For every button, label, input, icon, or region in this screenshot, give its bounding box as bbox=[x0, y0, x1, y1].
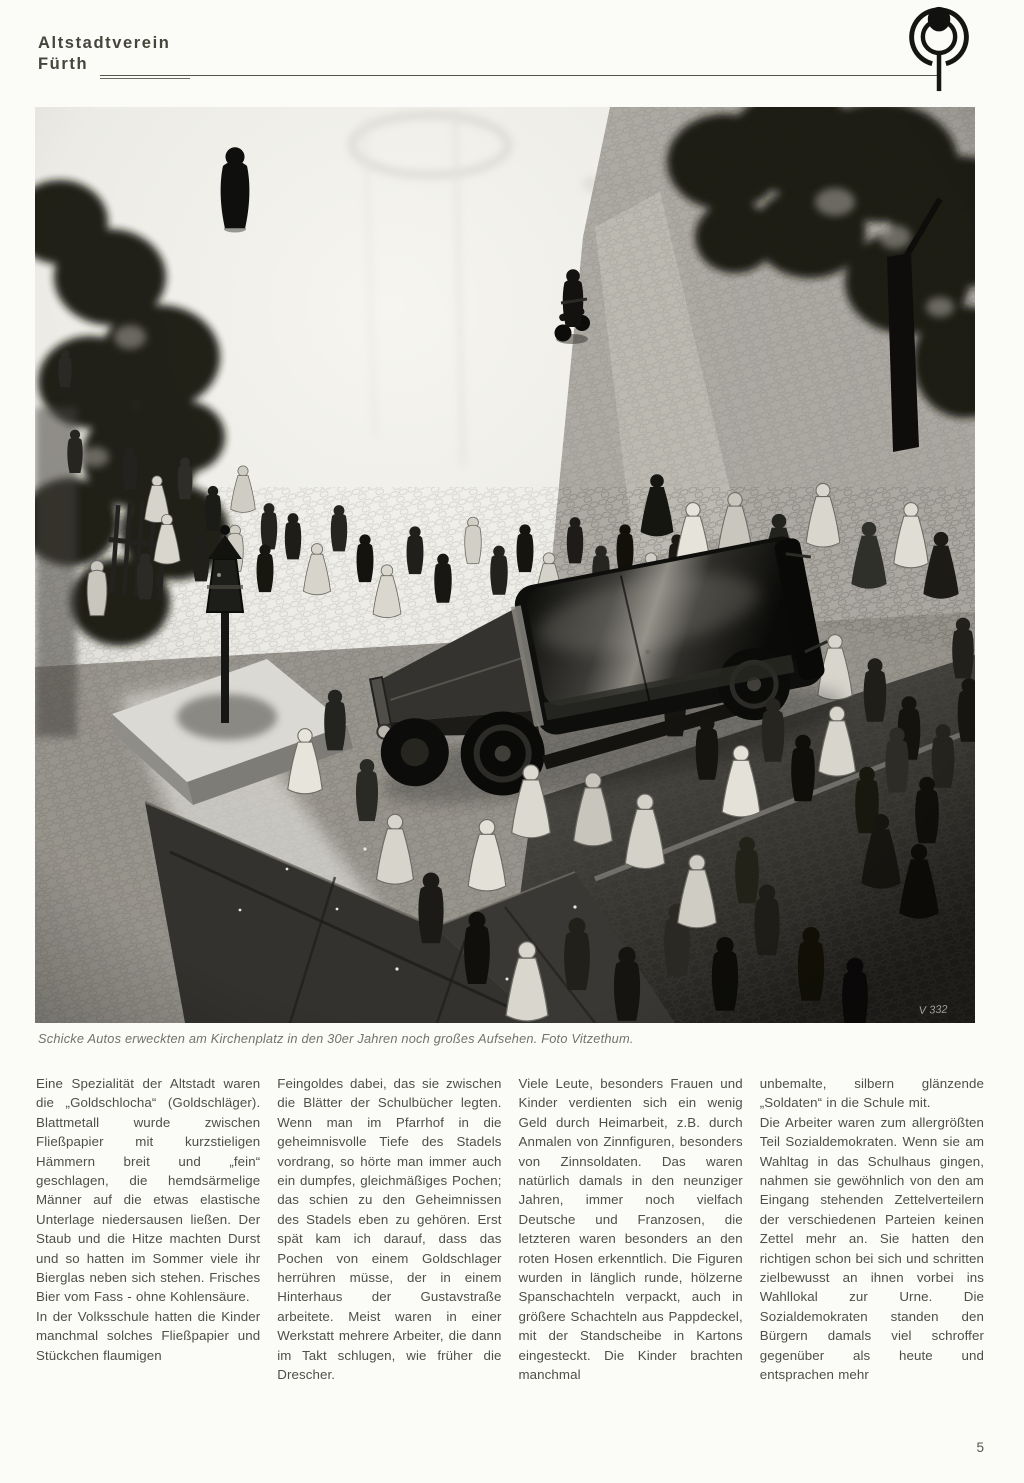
vignette bbox=[35, 107, 975, 1023]
paragraph: Die Arbeiter waren zum allergrößten Teil Sozialdemokraten. Wenn sie am Wahltag in das Schulhaus gingen, nahmen sie gewöhnlich von den am Eingang stehenden Zettelverteilern der verschiedenen Parteien keinen Zettel mehr an. Sie hatten den richtigen schon bei sich und schritten zielbewusst an ihnen vorbei ins Wahllokal zur Urne. Die Sozialdemokraten standen den Bürgern damals viel schroffer gegenüber als heute und entsprachen mehr bbox=[759, 1114, 984, 1383]
masthead-rule bbox=[100, 75, 938, 76]
photo-caption: Schicke Autos erweckten am Kirchenplatz in den 30er Jahren noch großes Aufsehen. Foto Vitzethum. bbox=[38, 1031, 634, 1046]
article-column-2 bbox=[277, 1074, 501, 1385]
kirchenplatz-photo bbox=[35, 107, 975, 1023]
article-column-4 bbox=[760, 1074, 984, 1385]
altstadtverein-tulip-logo-icon bbox=[901, 4, 979, 94]
photo-scene bbox=[35, 107, 975, 1023]
paragraph: Eine Spezialität der Altstadt waren die „Goldschlocha“ (Goldschläger). Blattmetall wurde zwischen Fließpapier mit kurzstieligen Hämmern breit und „fein“ geschlagen, die hemdsärmelige Männer auf die etwas elastische Unterlage niedersausen ließen. Der Staub und die Hitze machten Durst und so hatten im Sommer viele ihr Bierglas neben sich stehen. Frisches Bier vom Fass - ohne Kohlensäure. bbox=[36, 1076, 261, 1305]
paragraph: unbemalte, silbern glänzende „Soldaten“ in die Schule mit. bbox=[759, 1076, 984, 1111]
article-columns bbox=[36, 1074, 984, 1385]
paragraph: Feingoldes dabei, das sie zwischen die Blätter der Schulbücher legten. Wenn man im Pfarrhof in die geheimnisvolle Tiefe des Stadels vordrang, so hörte man immer auch ein dumpfes, gleichmäßiges Pochen; das schien zu den Geheimnissen des Stadels eben zu gehören. Erst spät kam ich darauf, dass das Pochen von einem Goldschlager herrühren müsse, der in einem Hinterhaus der Gustavstraße arbeitete. Meist waren in einer Werkstatt mehrere Arbeiter, die dann im Takt schlugen, wie früher die Drescher. bbox=[277, 1076, 502, 1383]
article-column-3 bbox=[519, 1074, 743, 1385]
page-number: 5 bbox=[976, 1440, 984, 1455]
paragraph: Viele Leute, besonders Frauen und Kinder verdienten sich ein wenig Geld durch Heimarbeit, z.B. durch Anmalen von Zinnfiguren, besonders von Zinnsoldaten. Das waren natürlich damals in den neunziger Jahren, immer noch vielfach Deutsche und Franzosen, die letzteren waren besonders an den roten Hosen erkenntlich. Die Figuren wurden in länglich runde, hölzerne Spanschachteln verpackt, auch in größere Schachteln aus Pappdeckel, mit der Standscheibe in Kartons eingesteckt. Die Kinder brachten manchmal bbox=[518, 1076, 743, 1383]
masthead-org-line2: Fürth bbox=[38, 55, 89, 73]
masthead-rule-underscore bbox=[100, 78, 190, 79]
masthead bbox=[38, 33, 986, 75]
masthead-org-line1: Altstadtverein bbox=[38, 34, 171, 52]
paragraph: In der Volksschule hatten die Kinder manchmal solches Fließpapier und Stückchen flaumigen bbox=[36, 1308, 261, 1363]
article-column-1 bbox=[36, 1074, 260, 1385]
